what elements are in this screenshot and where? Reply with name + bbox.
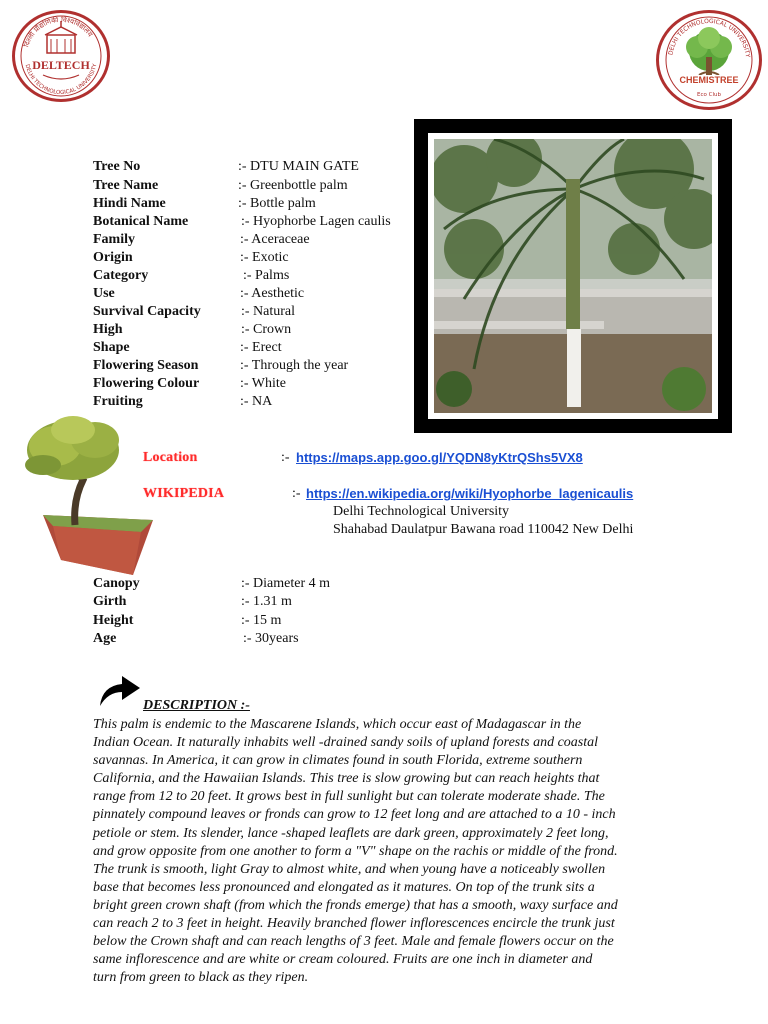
chemistree-logo-top-text: DELHI TECHNOLOGICAL UNIVERSITY xyxy=(667,17,751,58)
measure-value: :- 30years xyxy=(243,631,299,646)
dtu-logo-name: DELTECH xyxy=(32,58,90,72)
wikipedia-link[interactable]: https://en.wikipedia.org/wiki/Hyophorbe_lagenicaulis xyxy=(306,486,634,501)
description-line: base that becomes less pronounced and elongated as it matures. On top of the trunk sits a xyxy=(93,879,595,895)
address-line-1: Delhi Technological University xyxy=(333,504,510,519)
wikipedia-label: WIKIPEDIA xyxy=(143,486,225,501)
description-line: bright green crown shaft (from which the fronds emerge) that has a smooth, waxy surface and xyxy=(93,897,618,913)
description-line: savannas. In America, it can grow in climates found in south Florida, extreme southern xyxy=(93,753,583,769)
info-value: :- DTU MAIN GATE xyxy=(238,159,359,174)
info-key: Category xyxy=(93,268,149,283)
info-key: Use xyxy=(93,286,115,301)
description-line: turn from green to black as they ripen. xyxy=(93,970,309,986)
location-label: Location xyxy=(143,450,198,465)
info-value: :- Aesthetic xyxy=(240,286,305,301)
description-line: range from 12 to 20 feet. It grows best in full sunlight but can tolerate moderate shade. The xyxy=(93,789,605,805)
svg-text:दिल्ली प्रौद्योगिकी विश्वविद्य xyxy=(21,15,94,48)
description-line: The trunk is smooth, light Gray to almost white, and when young have a noticeably swollen xyxy=(93,861,606,877)
description-line: and grow opposite from one another to form a "V" shape on the rachis or middle of the frond. xyxy=(93,843,618,859)
info-key: Hindi Name xyxy=(93,196,166,211)
description-line: can reach 2 to 3 feet in height. Heavily branched flower inflorescences encircle the trunk just xyxy=(93,916,615,932)
dtu-logo xyxy=(12,10,110,102)
description-body xyxy=(93,716,693,987)
measure-key: Girth xyxy=(93,594,127,609)
chemistree-logo-bottom-text: Eco Club xyxy=(697,92,721,98)
info-value: :- Crown xyxy=(241,322,292,337)
measure-key: Canopy xyxy=(93,576,140,591)
info-value: :- Erect xyxy=(240,340,282,355)
description-line: petiole or stem. Its slender, lance -shaped leaflets are dark green, approximately 2 feet long, xyxy=(93,825,609,841)
info-value: :- NA xyxy=(240,394,273,409)
info-value: :- Greenbottle palm xyxy=(238,178,348,193)
wikipedia-separator: :- xyxy=(292,486,301,501)
info-key: High xyxy=(93,322,123,337)
info-value: :- White xyxy=(240,376,287,391)
tree-photo xyxy=(434,139,712,413)
chemistree-logo xyxy=(656,10,762,110)
location-link[interactable]: https://maps.app.goo.gl/YQDN8yKtrQShs5VX8 xyxy=(296,450,583,465)
address-line-2: Shahabad Daulatpur Bawana road 110042 New Delhi xyxy=(333,522,634,537)
info-value: :- Through the year xyxy=(240,358,349,373)
description-line: California, and the Hawaiian Islands. This tree is slow growing but can reach heights that xyxy=(93,771,600,787)
info-key: Origin xyxy=(93,250,133,265)
tree-photo-frame xyxy=(414,119,732,433)
description-line: below the Crown shaft and can reach lengths of 3 feet. Male and female flowers occur on the xyxy=(93,934,614,950)
measure-value: :- 1.31 m xyxy=(241,594,292,609)
info-key: Botanical Name xyxy=(93,214,189,229)
info-key: Flowering Colour xyxy=(93,376,200,391)
measure-key: Height xyxy=(93,613,134,628)
info-value: :- Palms xyxy=(243,268,290,283)
description-line: Indian Ocean. It naturally inhabits well -drained sandy soils of upland forests and coastal xyxy=(93,735,599,751)
measure-value: :- Diameter 4 m xyxy=(241,576,331,591)
dtu-logo-bottom-text: DELHI TECHNOLOGICAL UNIVERSITY xyxy=(23,63,99,97)
info-value: :- Aceraceae xyxy=(240,232,310,247)
measure-key: Age xyxy=(93,631,117,646)
info-value: :- Hyophorbe Lagen caulis xyxy=(241,214,391,229)
info-key: Tree Name xyxy=(93,178,159,193)
info-value: :- Exotic xyxy=(240,250,289,265)
chemistree-logo-name: CHEMISTREE xyxy=(679,75,739,85)
dtu-logo-top-text: दिल्ली प्रौद्योगिकी विश्वविद्यालय xyxy=(22,15,95,49)
info-key: Fruiting xyxy=(93,394,143,409)
description-line: same inflorescence and are white or cream coloured. Fruits are one inch in diameter and xyxy=(93,952,593,968)
info-key: Flowering Season xyxy=(93,358,199,373)
info-value: :- Natural xyxy=(241,304,296,319)
description-title: DESCRIPTION :- xyxy=(143,698,250,713)
description-line: pinnately compound leaves or fronds can grow to 12 feet long and are attached to a 10 - inch xyxy=(93,807,616,823)
description-line: This palm is endemic to the Mascarene Islands, which occur east of Madagascar in the xyxy=(93,717,582,732)
info-key: Shape xyxy=(93,340,130,355)
info-key: Family xyxy=(93,232,135,247)
info-value: :- Bottle palm xyxy=(238,196,316,211)
measure-value: :- 15 m xyxy=(241,613,282,628)
bonsai-tree-illustration xyxy=(13,410,161,578)
info-key: Survival Capacity xyxy=(93,304,201,319)
location-separator: :- xyxy=(281,450,290,465)
info-key: Tree No xyxy=(93,159,141,174)
curved-arrow-icon xyxy=(96,672,142,708)
